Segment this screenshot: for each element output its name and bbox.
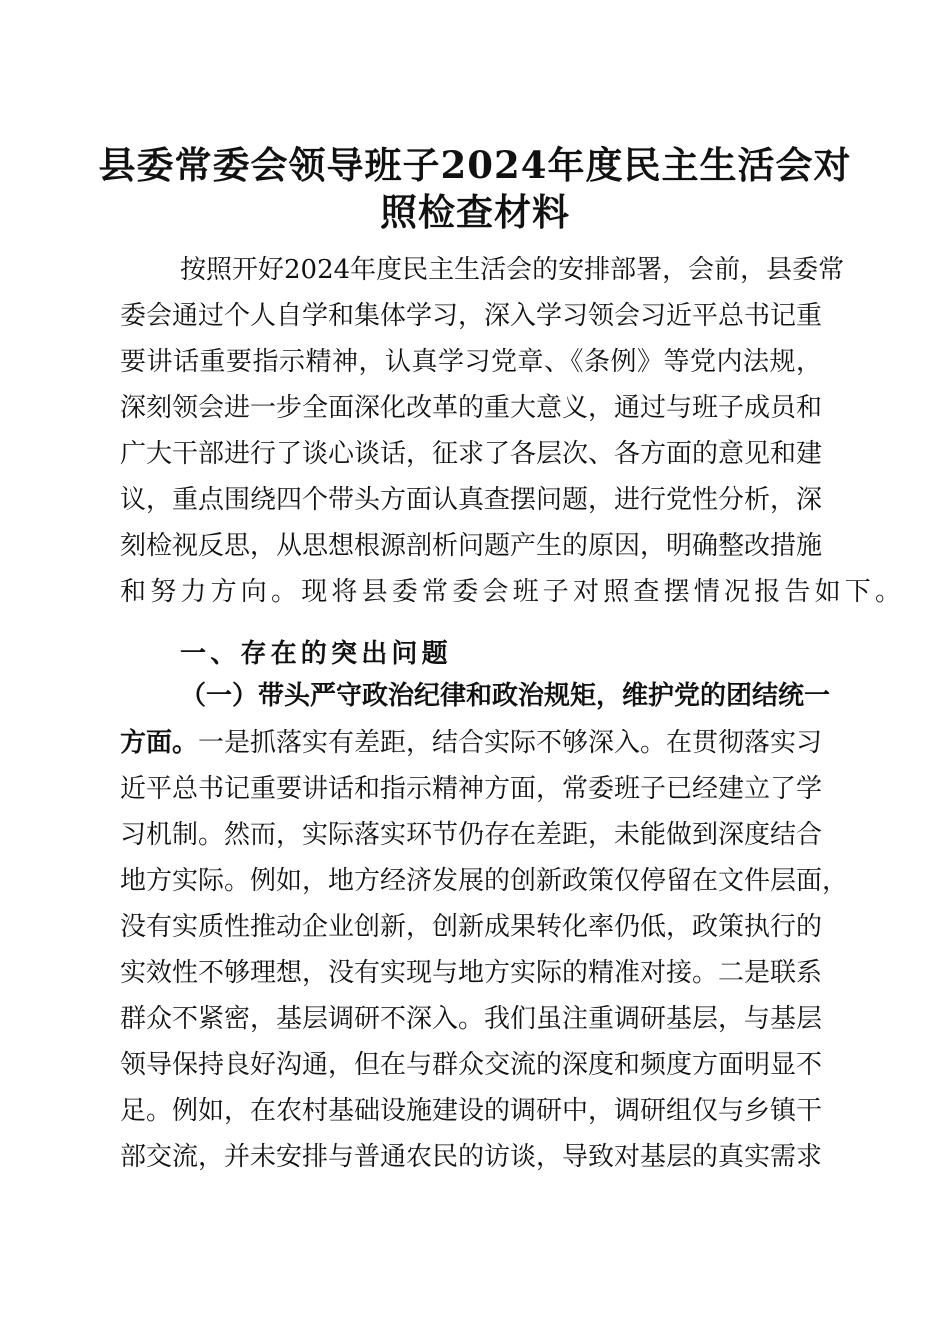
paragraph-line: 刻检视反思，从思想根源剖析问题产生的原因，明确整改措施 bbox=[120, 531, 823, 561]
subsection-heading-end: 方面。 bbox=[120, 728, 199, 758]
subsection-heading: （一）带头严守政治纪律和政治规矩，维护党的团结统一 bbox=[180, 681, 831, 711]
paragraph-line bbox=[120, 720, 822, 766]
paragraph-line: 委会通过个人自学和集体学习，深入学习领会习近平总书记重 bbox=[120, 301, 823, 331]
paragraph-line: 部交流，并未安排与普通农民的访谈，导致对基层的真实需求 bbox=[120, 1142, 823, 1172]
document-title-line-2: 照检查材料 bbox=[380, 190, 570, 234]
paragraph-line: 习机制。然而，实际落实环节仍存在差距，未能做到深度结合 bbox=[120, 820, 823, 850]
paragraph-line: 近平总书记重要讲话和指示精神方面，常委班子已经建立了学 bbox=[120, 774, 823, 804]
paragraph-line: 广大干部进行了谈心谈话，征求了各层次、各方面的意见和建 bbox=[120, 439, 823, 469]
paragraph-line: 领导保持良好沟通，但在与群众交流的深度和频度方面明显不 bbox=[120, 1050, 823, 1080]
paragraph-line: 按照开好2024年度民主生活会的安排部署，会前，县委常 bbox=[180, 255, 845, 285]
paragraph-text: 一是抓落实有差距，结合实际不够深入。在贯彻落实习 bbox=[198, 728, 823, 758]
paragraph-line: 议，重点围绕四个带头方面认真查摆问题，进行党性分析，深 bbox=[120, 485, 823, 515]
paragraph-line: 没有实质性推动企业创新，创新成果转化率仍低，政策执行的 bbox=[120, 912, 823, 942]
paragraph-line: 实效性不够理想，没有实现与地方实际的精准对接。二是联系 bbox=[120, 958, 823, 988]
paragraph-line: 和努力方向。现将县委常委会班子对照查摆情况报告如下。 bbox=[120, 577, 906, 607]
paragraph-line: 足。例如，在农村基础设施建设的调研中，调研组仅与乡镇干 bbox=[120, 1096, 823, 1126]
section-heading: 一、存在的突出问题 bbox=[180, 639, 452, 669]
paragraph-line: 深刻领会进一步全面深化改革的重大意义，通过与班子成员和 bbox=[120, 393, 823, 423]
paragraph-line: 群众不紧密，基层调研不深入。我们虽注重调研基层，与基层 bbox=[120, 1004, 823, 1034]
paragraph-line: 地方实际。例如，地方经济发展的创新政策仅停留在文件层面， bbox=[120, 866, 849, 896]
document-title-line-1: 县委常委会领导班子2024年度民主生活会对 bbox=[98, 143, 852, 187]
paragraph-line: 要讲话重要指示精神，认真学习党章、《条例》等党内法规， bbox=[120, 347, 822, 377]
